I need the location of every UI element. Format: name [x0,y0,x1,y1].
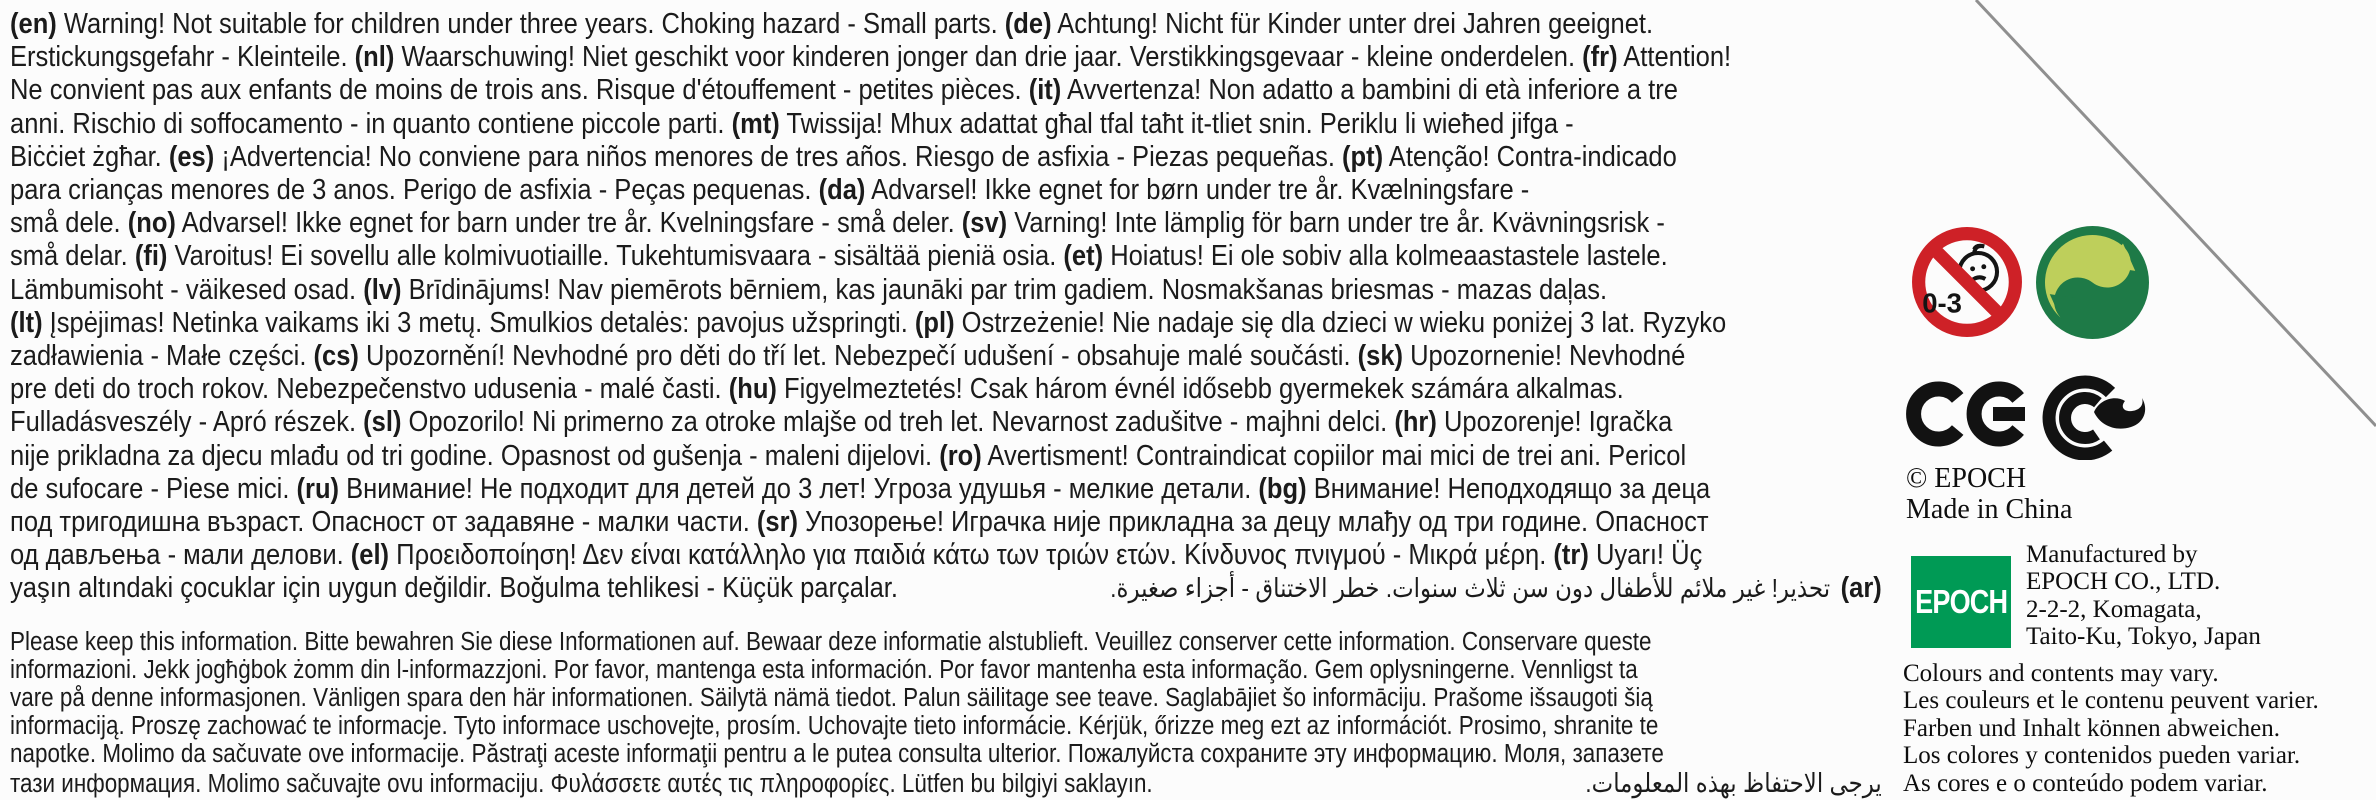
epoch-logo-text: EPOCH [1914,583,2008,620]
arc-wave-mark-icon [2042,372,2150,460]
wave-glyph [2094,398,2145,429]
variation-line: Les couleurs et le contenu peuvent varier. [1903,687,2319,715]
warning-line: anni. Rischio di soffocamento - in quanto contiene piccole parti. (mt) Twissija! Mhux adattat għal tfal taħt it-tliet snin. Periklu li wieħed jifga - [10,107,1574,140]
warning-line: Fulladásveszély - Apró részek. (sl) Opozorilo! Ni primerno za otroke mlajše od treh let. Nevarnost zadušitve - majhni delci. (hr) Upozorenje! Igračka [10,406,1673,439]
warning-line: од дављења - мали делови. (el) Προειδοποίηση! Δεν είναι κατάλληλο για παιδιά κάτω των τριών ετών. Κίνδυνος πνιγμού - Μικρά μέρη. (tr) Uyarı! Üç [10,539,1703,572]
warning-line: Ne convient pas aux enfants de moins de trois ans. Risque d'étouffement - petites pièces. (it) Avvertenza! Non adatto a bambini di età inferiore a tre [10,74,1678,107]
warning-line: Erstickungsgefahr - Kleinteile. (nl) Waarschuwing! Niet geschikt voor kinderen jonger dan drie jaar. Verstikkingsgevaar - kleine onderdelen. (fr) Attention! [10,41,1732,74]
ce-mark-icon [1906,381,2032,447]
warning-line: de sufocare - Piese mici. (ru) Внимание! Не подходит для детей до 3 лет! Угроза удушья - мелкие детали. (bg) Внимание! Неподходящо за деца [10,472,1711,505]
keep-information-paragraph [10,628,1882,798]
age-warning-0-3-icon [1911,226,2023,338]
label-text-block [10,8,1882,798]
green-dot-icon [2036,226,2149,339]
warning-line: små dele. (no) Advarsel! Ikke egnet for barn under tre år. Kvelningsfare - små deler. (sv) Varning! Inte lämplig för barn under tre år. Kvävningsrisk - [10,207,1665,240]
keep-latin-text: тази информация. Molimo sačuvajte ovu informaciju. Φυλάσσετε αυτές τις πληροφορίες. Lütfen bu bilgiyi saklayın. [10,769,1153,798]
variation-line: Farben und Inhalt können abweichen. [1903,714,2280,742]
manufacturer-line: 2-2-2, Komagata, [2026,595,2202,623]
warning-line: små delar. (fi) Varoitus! Ei sovellu alle kolmivuotiaille. Tukehtumisvaara - sisältää pieniä osia. (et) Hoiatus! Ei ole sobiv alla kolmeaastastele lastele. [10,240,1668,273]
keep-line: vare på denne informasjonen. Vänligen spara den här informationen. Säilytä nämä tiedot. Palun säilitage see teave. Saglabājiet šo informāciju. Prašome išsaugoti šią [10,684,1653,713]
arabic-lang-tag: (ar) [1840,572,1882,605]
warning-arabic-text: تحذير! غير ملائم للأطفال دون سن ثلاث سنوات. خطر الاختناق - أجزاء صغيرة. [1110,573,1831,604]
variation-notice [1903,660,2319,797]
warning-line: para crianças menores de 3 anos. Perigo de asfixia - Peças pequenas. (da) Advarsel! Ikke egnet for børn under tre år. Kvælningsfare - [10,174,1530,207]
keep-line: Please keep this information. Bitte bewahren Sie diese Informationen auf. Bewaar deze informatie alstublieft. Veuillez conserver cette information. Conservare queste [10,627,1652,656]
warning-line: (en) Warning! Not suitable for children under three years. Choking hazard - Small parts. (de) Achtung! Nicht für Kinder unter drei Jahren geeignet. [10,8,1654,40]
variation-line: Los colores y contenidos pueden variar. [1903,742,2301,770]
manufacturer-line: Manufactured by [2026,541,2198,568]
manufacturer-line: Taito-Ku, Tokyo, Japan [2026,623,2261,651]
manufacturer-line: EPOCH CO., LTD. [2026,568,2221,596]
keep-line: informazioni. Jekk jogħġbok żomm din l-informazzjoni. Por favor, mantenga esta información. Por favor mantenha esta informação. Gem oplysningerne. Vennligst ta [10,655,1638,684]
warning-line: nije prikladna za djecu mlađu od tri godine. Opasnost od gušenja - maleni dijelovi. (ro) Avertisment! Contraindicat copiilor mai mici de trei ani. Pericol [10,439,1687,472]
keep-line-arabic [10,769,1882,798]
warning-arabic-group [1110,572,1882,605]
age-range-label: 0-3 [1922,287,1962,319]
diagonal-edge [1976,0,2376,426]
keep-line: napotke. Molimo da sačuvate ove informacije. Păstraţi aceste informaţii pentru a le putea consulta ulterior. Пожалуйста сохраните эту информацию. Моля, запазете [10,740,1664,769]
warning-line: Lämbumisoht - väikesed osad. (lv) Brīdinājums! Nav piemērots bērniem, kas jaunāki par trim gadiem. Nosmakšanas briesmas - mazas daļas. [10,273,1608,306]
variation-line: As cores e o conteúdo podem variar. [1903,769,2268,797]
warning-line-arabic [10,572,1882,605]
copyright-text: © EPOCH [1906,463,2027,494]
warning-line: pre deti do troch rokov. Nebezpečenstvo udusenia - malé časti. (hu) Figyelmeztetés! Csak három évnél idősebb gyermekek számára alkalmas. [10,373,1624,406]
warning-turkish-text: yaşın altındaki çocuklar için uygun değildir. Boğulma tehlikesi - Küçük parçalar. [10,572,899,605]
made-in-text: Made in China [1906,494,2073,525]
epoch-logo [1911,556,2011,648]
warning-line: под тригодишна възраст. Опасност от задавяне - малки части. (sr) Упозорење! Играчка није прикладна за децу млађу од три године. Опасност [10,506,1709,539]
inner-arc [2065,398,2098,438]
keep-arabic-text: يرجى الاحتفاظ بهذه المعلومات. [1585,767,1882,798]
variation-line: Colours and contents may vary. [1903,660,2219,687]
manufacturer-address [2026,541,2261,651]
warning-paragraph [10,8,1882,606]
warning-line: Biċċiet żgħar. (es) ¡Advertencia! No conviene para niños menores de tres años. Riesgo de asfixia - Piezas pequeñas. (pt) Atenção! Contra-indicado [10,140,1677,173]
baby-eyes [1970,264,1986,271]
warning-line: (lt) Įspėjimas! Netinka vaikams iki 3 metų. Smulkios detalės: pavojus užspringti. (pl) Ostrzeżenie! Nie nadaje się dla dzieci w wieku poniżej 3 lat. Ryzyko [10,306,1727,339]
ce-letter-c [1914,389,1958,439]
keep-line: informaciją. Proszę zachować te informacje. Tyto informace uschovejte, prosím. Uchovajte tieto informácie. Kérjük, őrizze meg ezt az információt. Prosimo, shranite te [10,712,1659,741]
warning-line: zadławienia - Małe części. (cs) Upozornění! Nevhodné pro děti do tří let. Nebezpečí udušení - obsahuje malé součásti. (sk) Upozornenie! Nevhodné [10,340,1686,373]
